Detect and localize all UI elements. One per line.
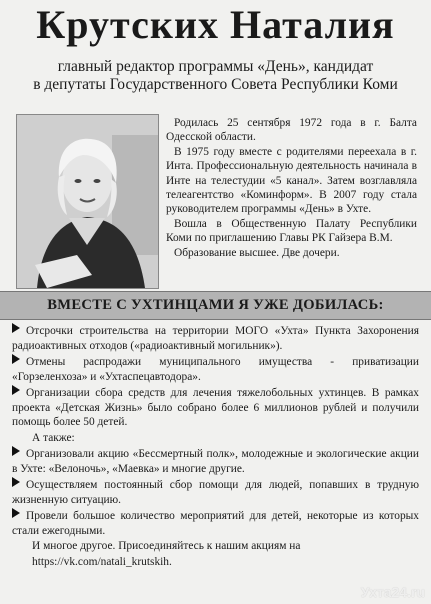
subtitle-line-1: главный редактор программы «День», кандидат [57, 58, 374, 75]
bullet-triangle-icon [12, 446, 20, 456]
vk-link[interactable]: https://vk.com/natali_krutskih. [32, 555, 172, 568]
list-item-text: Отмены распродажи муниципального имущества - приватизации «Горзеленхоза» и «Ухтаспецавтодора». [12, 356, 419, 383]
bullet-triangle-icon [12, 477, 20, 487]
bio-paragraph: Образование высшее. Две дочери. [174, 246, 340, 259]
portrait-illustration [17, 115, 158, 288]
section-banner [0, 291, 431, 320]
also-label: А также: [32, 431, 75, 444]
subtitle-line-2: в депутаты Государственного Совета Республики Коми [33, 76, 398, 93]
bullet-triangle-icon [12, 354, 20, 364]
watermark-logo: Ухта24.ru [360, 584, 425, 600]
list-item [12, 354, 419, 384]
bullet-triangle-icon [12, 385, 20, 395]
list-item-text: Организации сбора средств для лечения тяжелобольных ухтинцев. В рамках проекта «Детская Жизнь» было собрано более 6 миллионов рублей и получили помощь более 50 детей. [12, 387, 419, 428]
closing-text: И многое другое. Присоединяйтесь к нашим акциям на [32, 540, 301, 552]
list-item-text: Осуществляем постоянный сбор помощи для людей, попавших в трудную жизненную ситуацию. [12, 479, 419, 506]
bio-paragraph: В 1975 году вместе с родителями переехала в г. Инта. Профессиональную деятельность начинала в Инте на телестудии «5 канал». Затем возглавляла телеагентство «Коминформ». В 2007 году стала руководителем программы «День» в Ухте. [166, 145, 417, 216]
bullet-triangle-icon [12, 508, 20, 518]
list-item [12, 323, 419, 353]
bio-paragraph: Родилась 25 сентября 1972 года в г. Балта Одесской области. [166, 117, 417, 144]
achievements-list [12, 323, 419, 569]
list-item-text: Провели большое количество мероприятий для детей, некоторые из которых стали ежегодными. [12, 510, 419, 537]
page-subtitle [0, 58, 431, 94]
list-item [12, 477, 419, 507]
biography [166, 116, 417, 260]
list-item-text: Отсрочки строительства на территории МОГО «Ухта» Пункта Захоронения радиоактивных отходов («радиоактивный могильник»). [12, 325, 419, 352]
list-item-text: Организовали акцию «Бессмертный полк», молодежные и экологические акции в Ухте: «Велоночь», «Маевка» и многие другие. [12, 448, 419, 475]
page-title: Крутских Наталия [36, 2, 395, 47]
banner-heading: ВМЕСТЕ С УХТИНЦАМИ Я УЖЕ ДОБИЛАСЬ: [47, 297, 384, 313]
list-item [12, 508, 419, 538]
bullet-triangle-icon [12, 323, 20, 333]
portrait-photo [16, 114, 159, 289]
list-item [12, 446, 419, 476]
bio-paragraph: Вошла в Общественную Палату Республики Коми по приглашению Главы РК Гайзера В.М. [166, 217, 417, 245]
list-item [12, 385, 419, 430]
